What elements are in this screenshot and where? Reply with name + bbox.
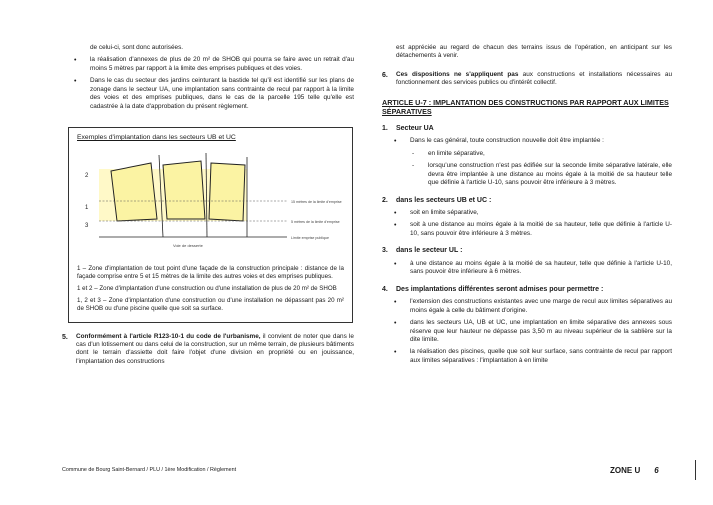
zone-label: ZONE U [610, 466, 641, 475]
item-number: 5. [62, 333, 68, 341]
label-15m: 15 mètres de la limite d'emprise [291, 200, 342, 205]
section-title: Secteur UA [396, 124, 434, 132]
section-title: dans le secteur UL : [396, 247, 463, 255]
section-4-bullets [382, 298, 672, 365]
list-item: • la réalisation des piscines, quelle que soit leur surface, sans contrainte de recul par rapport aux limites séparatives : l'implantation à en limite [382, 348, 672, 365]
right-column [382, 44, 672, 369]
intro-line: de celui-ci, sont donc autorisées. [90, 44, 184, 51]
implantation-example-box [68, 127, 353, 322]
margin-rule [695, 460, 696, 480]
left-bullet-list [62, 56, 354, 111]
section-1-dashes [382, 150, 672, 188]
label-public-limit: Limite emprise publique [291, 236, 329, 241]
list-item: • Dans le cas général, toute construction nouvelle doit être implantée : [382, 137, 672, 145]
zone-label-3: 3 [85, 223, 89, 230]
item-number: 6. [382, 71, 388, 79]
item-heading: Conformément à l'article R123-10-1 du code de l'urbanisme, [76, 332, 261, 340]
footer-zone [610, 466, 659, 477]
list-item: • à une distance au moins égale à la moitié de sa hauteur, telle que définie à l'article U-10, sans pouvoir être inférieure à 6 mètres. [382, 260, 672, 277]
section-number: 2. [382, 196, 388, 204]
list-item: • dans les secteurs UA, UB et UC, une implantation en limite séparative des annexes sous réserve que leur hauteur ne dépasse pas 3,50 m au niveau supérieur de la sablière sur la dite limite. [382, 319, 672, 344]
building-shape [111, 163, 157, 221]
item-heading: Ces dispositions ne s'appliquent pas [396, 70, 519, 78]
footer-source: Commune de Bourg Saint-Bernard / PLU / 1ère Modification / Règlement [62, 467, 237, 473]
list-item: • soit à une distance au moins égale à la moitié de sa hauteur, telle que définie à l'article U-10, sans pouvoir être inférieure à 3 mètres. [382, 221, 672, 238]
list-item: • la réalisation d'annexes de plus de 20 m² de SHOB qui pourra se faire avec un retrait d'au moins 5 mètres par rapport à la limite des emprises publiques et des voies. [62, 56, 354, 73]
section-2-bullets [382, 209, 672, 238]
section-number: 1. [382, 124, 388, 132]
list-item: - en limite séparative, [382, 150, 672, 158]
building-shape [163, 161, 205, 219]
list-item: • soit en limite séparative, [382, 209, 672, 217]
left-column [62, 44, 354, 366]
zone-label-1: 1 [85, 205, 89, 212]
section-4 [382, 285, 672, 294]
item-text: il convient de noter que dans le cas d'un lotissement ou dans celui de la construction, sur un même terrain, de plusieurs bâtiments dont le terrain d'assiette doit faire l'objet d'une division en propriété ou en jouissance, l'implantation des constructions [76, 332, 354, 365]
item-text: aux constructions et installations nécessaires au fonctionnement des services publics ou d'intérêt collectif. [396, 70, 672, 87]
label-5m: 5 mètres de la limite d'emprise [291, 220, 340, 225]
section-title: Des implantations différentes seront admises pour permettre : [396, 285, 604, 293]
legend-paragraph: 1 – Zone d'implantation de tout point d'une façade de la construction principale : distance de la façade comprise entre 5 et 15 mètres de la limite des autres voies et des emprises publiques. [77, 264, 344, 280]
section-3 [382, 246, 672, 255]
list-item: - lorsqu'une construction n'est pas édifiée sur la seconde limite séparative latérale, elle devra être implantée à une distance au moins égale à la moitié de sa hauteur telle que définie à l'article U-10, sans pouvoir être inférieure à 3 mètres. [382, 162, 672, 187]
section-number: 4. [382, 285, 388, 293]
implantation-diagram [77, 149, 345, 257]
section-2 [382, 196, 672, 205]
page-footer [62, 467, 674, 474]
continuation-text: est appréciée au regard de chacun des terrains issus de l'opération, en anticipant sur les détachements à venir. [396, 44, 672, 60]
item-5 [62, 333, 354, 367]
legend-paragraph: 1 et 2 – Zone d'implantation d'une construction ou d'une installation de plus de 20 m² de SHOB [77, 284, 337, 292]
legend-paragraph: 1, 2 et 3 – Zone d'implantation d'une construction ou d'une installation ne dépassant pas 20 m² de SHOB ou d'une piscine quelle que soit sa surface. [77, 297, 344, 313]
item-6 [382, 71, 672, 88]
section-1 [382, 124, 672, 133]
section-3-bullets [382, 260, 672, 277]
list-item: • l'extension des constructions existantes avec une marge de recul aux limites séparatives au moins égale à celle du bâtiment d'origine. [382, 298, 672, 315]
section-1-bullets [382, 137, 672, 145]
article-title: ARTICLE U-7 : IMPLANTATION DES CONSTRUCTIONS PAR RAPPORT AUX LIMITES SÉPARATIVES [382, 97, 669, 116]
zone-label-2: 2 [85, 173, 89, 180]
parcel-limit [206, 153, 207, 237]
road-label: Voie de desserte [173, 243, 203, 249]
page-number: 6 [654, 466, 659, 475]
box-title: Exemples d'implantation dans les secteurs UB et UC [77, 134, 236, 142]
building-shape [209, 163, 245, 221]
section-number: 3. [382, 247, 388, 255]
section-title: dans les secteurs UB et UC : [396, 196, 492, 204]
list-item: • Dans le cas du secteur des jardins ceinturant la bastide tel qu'il est identifié sur les plans de zonage dans le secteur UA, une implantation sans contrainte de recul par rapport à la limite des voies et des emprises publiques, dans le cas de la parcelle 195 telle qu'elle est cadastrée à la date d'approbation du présent règlement. [62, 77, 354, 111]
